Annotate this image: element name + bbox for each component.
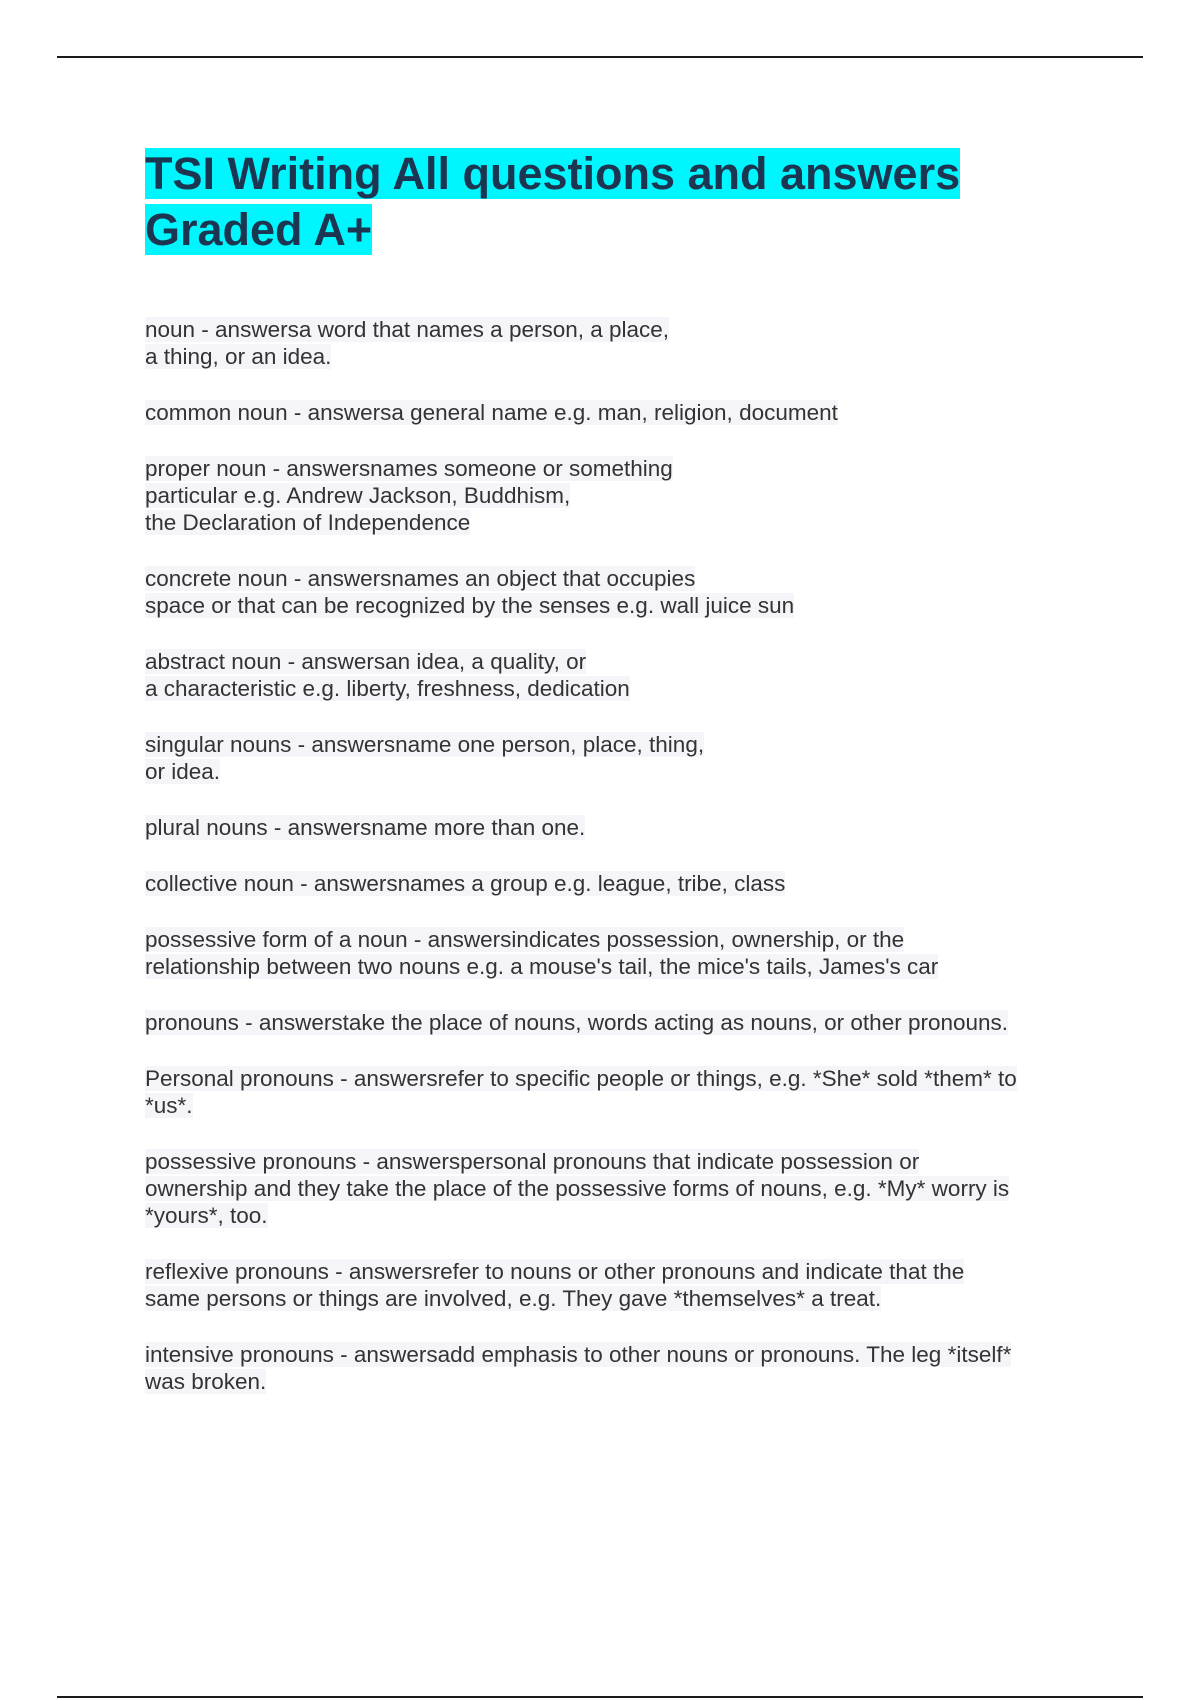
qa-entry-line	[145, 343, 1085, 370]
qa-entry-text: singular nouns - answersname one person, place, thing,	[145, 732, 705, 757]
qa-entry-line	[145, 482, 1085, 509]
qa-entry-text: intensive pronouns - answersadd emphasis to other nouns or pronouns. The leg *itself*	[145, 1342, 1012, 1367]
qa-entry	[145, 926, 1085, 980]
qa-entry-text: proper noun - answersnames someone or something	[145, 456, 673, 481]
title-line-2: Graded A+	[145, 204, 373, 255]
qa-entry-text: particular e.g. Andrew Jackson, Buddhism,	[145, 483, 571, 508]
qa-entry-text: abstract noun - answersan idea, a quality, or	[145, 649, 587, 674]
document-title	[145, 146, 1085, 258]
qa-entry-line	[145, 1148, 1085, 1175]
qa-entry-text: pronouns - answerstake the place of nouns, words acting as nouns, or other pronouns.	[145, 1010, 1009, 1035]
qa-entry-text: concrete noun - answersnames an object that occupies	[145, 566, 696, 591]
qa-entry-line	[145, 814, 1085, 841]
qa-entry	[145, 814, 1085, 841]
qa-entry	[145, 565, 1085, 619]
qa-entry	[145, 1148, 1085, 1229]
qa-entry-line	[145, 1202, 1085, 1229]
qa-entry-line	[145, 870, 1085, 897]
qa-entry-line	[145, 953, 1085, 980]
qa-entry	[145, 731, 1085, 785]
qa-entry-text: a thing, or an idea.	[145, 344, 332, 369]
qa-entry-line	[145, 1092, 1085, 1119]
qa-entry-text: was broken.	[145, 1369, 267, 1394]
qa-entry-text: collective noun - answersnames a group e.g. league, tribe, class	[145, 871, 786, 896]
qa-entry-line	[145, 648, 1085, 675]
qa-entry	[145, 1341, 1085, 1395]
qa-entry-line	[145, 455, 1085, 482]
qa-entry-line	[145, 1368, 1085, 1395]
qa-entry-text: space or that can be recognized by the senses e.g. wall juice sun	[145, 593, 795, 618]
document-body	[145, 146, 1085, 1424]
qa-entry-line	[145, 1175, 1085, 1202]
qa-entry-text: possessive form of a noun - answersindicates possession, ownership, or the	[145, 927, 905, 952]
qa-entry	[145, 1065, 1085, 1119]
qa-entry-line	[145, 399, 1085, 426]
qa-entry-line	[145, 509, 1085, 536]
qa-entry-text: the Declaration of Independence	[145, 510, 471, 535]
qa-entry-text: possessive pronouns - answerspersonal pronouns that indicate possession or	[145, 1149, 920, 1174]
qa-entry-line	[145, 1341, 1085, 1368]
qa-entry-line	[145, 565, 1085, 592]
qa-entry-line	[145, 316, 1085, 343]
qa-entry-line	[145, 926, 1085, 953]
qa-entry-line	[145, 1258, 1085, 1285]
title-line-1: TSI Writing All questions and answers	[145, 148, 961, 199]
qa-entry-text: common noun - answersa general name e.g. man, religion, document	[145, 400, 838, 425]
qa-entry	[145, 455, 1085, 536]
qa-entry-line	[145, 758, 1085, 785]
qa-entry-text: Personal pronouns - answersrefer to specific people or things, e.g. *She* sold *them* to	[145, 1066, 1017, 1091]
qa-entry-text: *us*.	[145, 1093, 193, 1118]
bottom-rule	[57, 1696, 1143, 1698]
qa-entry-text: noun - answersa word that names a person, a place,	[145, 317, 670, 342]
qa-entry	[145, 399, 1085, 426]
qa-entry-line	[145, 1285, 1085, 1312]
qa-entry-text: a characteristic e.g. liberty, freshness, dedication	[145, 676, 630, 701]
qa-entry	[145, 316, 1085, 370]
top-rule	[57, 56, 1143, 58]
qa-entry-text: or idea.	[145, 759, 221, 784]
qa-entry-text: *yours*, too.	[145, 1203, 268, 1228]
qa-entry-text: relationship between two nouns e.g. a mouse's tail, the mice's tails, James's car	[145, 954, 939, 979]
qa-entry-line	[145, 1065, 1085, 1092]
qa-entry	[145, 648, 1085, 702]
qa-entry-text: reflexive pronouns - answersrefer to nouns or other pronouns and indicate that the	[145, 1259, 965, 1284]
qa-entry-line	[145, 731, 1085, 758]
qa-entry	[145, 1009, 1085, 1036]
qa-entry-text: plural nouns - answersname more than one.	[145, 815, 586, 840]
qa-entry	[145, 870, 1085, 897]
qa-entry-line	[145, 592, 1085, 619]
qa-entry-line	[145, 1009, 1085, 1036]
qa-entry-text: same persons or things are involved, e.g. They gave *themselves* a treat.	[145, 1286, 882, 1311]
qa-entry-line	[145, 675, 1085, 702]
qa-entry-list	[145, 316, 1085, 1395]
qa-entry	[145, 1258, 1085, 1312]
qa-entry-text: ownership and they take the place of the possessive forms of nouns, e.g. *My* worry is	[145, 1176, 1010, 1201]
